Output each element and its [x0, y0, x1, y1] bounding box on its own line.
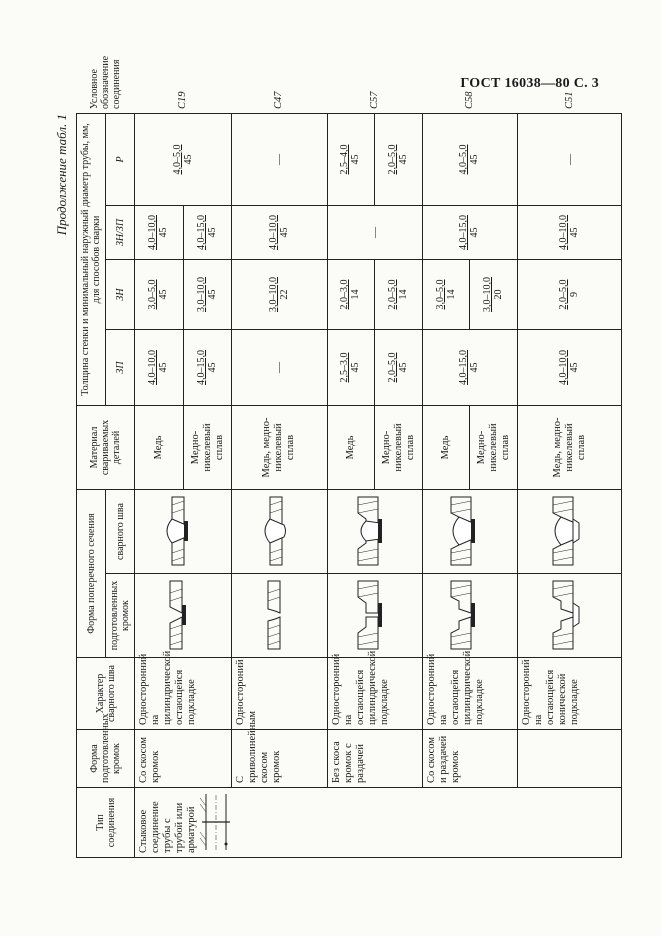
znzp-c19-2: 4,0–15,0 45 [183, 205, 232, 259]
material-c19-2: Медно-никелевый сплав [183, 405, 232, 489]
zp-c47: — [232, 329, 327, 405]
material-c19-1: Медь [135, 405, 184, 489]
joint-type-text: Стыковое соединение трубы с трубой или арматурой [138, 801, 197, 853]
material-c58-2: Медно-никелевый сплав [470, 405, 518, 489]
znzp-c19-1: 4,0–10,0 45 [135, 205, 184, 259]
p-c51: — [518, 113, 622, 205]
seam-sketch-c47 [232, 489, 327, 573]
p-c57-1: 2,5–4,0 45 [327, 113, 375, 205]
zp-c19-2: 4,0–15,0 45 [183, 329, 232, 405]
p-c47: — [232, 113, 327, 205]
zp-c51: 4,0–10,0 45 [518, 329, 622, 405]
znzp-c51: 4,0–10,0 45 [518, 205, 622, 259]
edge-c51 [518, 730, 622, 788]
weld-c51: Одностороний на остающейся конической подкладке [518, 658, 622, 730]
welding-table: Тип соединения Форма подготовленных кромок Характер сварного шва Форма поперечного сечения Материал свариваемых деталей Толщина стенки и минимальный наружный диаметр трубы, мм, для способов сварки Условное обозначение соединения подготовленных кромок сварного шва ЗП ЗН ЗН/ЗП Р Стыковое соединение трубы с трубой или арматурой Со скосом кромок Односторонний на цилиндрической остающейся подкладке Медь 4,0–10,0 45 3,0–5,0 45 4,0–10,0 45 4,0–5,0 45 С19 Медно-никелевый сплав 4,0–15,0 45 3,0–10,0 45 4,0–15,0 45 С криволинейным скосом кромок Одностороний Медь, медно-никелевый сплав — 3,0–10,0 22 4,0–10,0 45 — С47 Без скоса кромок с раздачей Односторонний на остающейся цилиндрической подкладке Медь 2,5–3,0 45 2,0–3,0 14 — 2,5–4,0 45 С57 Медно-никелевый сплав 2,0–5,0 45 2,0–5,0 14 2,0–5,0 45 Со скосом и раздачей кромок Односторонний на остающейся цилиндрической подкладке Медь 4,0–15,0 45 3,0–5,0 14 4,0–15,0 45 4,0–5,0 45 С58 Медно-никелевый сплав 3,0–10,0 20 Одностороний на остающейся конической подкладке Медь, медно-никелевый сплав 4,0–10,0 45 2,0–5,0 9 4,0–10,0 45 — С51 [76, 113, 622, 858]
edge-c57: Без скоса кромок с раздачей [327, 730, 422, 788]
col-zn: ЗН [106, 259, 135, 329]
zn-c19-1: 3,0–5,0 45 [135, 259, 184, 329]
weld-c19: Односторонний на цилиндрической остающейся подкладке [135, 658, 232, 730]
edge-c47: С криволинейным скосом кромок [232, 730, 327, 788]
edges-sketch-c57 [327, 574, 422, 658]
weld-c58: Односторонний на остающейся цилиндрической подкладке [422, 658, 517, 730]
col-material: Материал свариваемых деталей [77, 405, 135, 489]
weld-c47: Одностороний [232, 658, 327, 730]
col-joint-type: Тип соединения [77, 788, 135, 858]
col-weld-seam: сварного шва [106, 489, 135, 573]
seam-sketch-c58 [422, 489, 517, 573]
p-c19: 4,0–5,0 45 [135, 113, 232, 205]
zp-c58: 4,0–15,0 45 [422, 329, 517, 405]
pipe-joint-sketch [198, 793, 234, 853]
zn-c57-2: 2,0–5,0 14 [375, 259, 423, 329]
edge-c19: Со скосом кромок [135, 730, 232, 788]
edge-c58: Со скосом и раздачей кромок [422, 730, 517, 788]
seam-sketch-c51 [518, 489, 622, 573]
zn-c51: 2,0–5,0 9 [518, 259, 622, 329]
seam-sketch-c57 [327, 489, 422, 573]
edges-sketch-c58 [422, 574, 517, 658]
material-c51: Медь, медно-никелевый сплав [518, 405, 622, 489]
col-cross-section: Форма поперечного сечения [77, 489, 106, 657]
zp-c57-2: 2,0–5,0 45 [375, 329, 423, 405]
material-c47: Медь, медно-никелевый сплав [232, 405, 327, 489]
joint-type-cell [135, 788, 622, 858]
edges-sketch-c47 [232, 574, 327, 658]
znzp-c58: 4,0–15,0 45 [422, 205, 517, 259]
col-p: Р [106, 113, 135, 205]
p-c57-2: 2,0–5,0 45 [375, 113, 423, 205]
col-zn-zp: ЗН/ЗП [106, 205, 135, 259]
col-prepared-edges: подготовленных кромок [106, 574, 135, 658]
seam-sketch-c19 [135, 489, 232, 573]
zn-c57-1: 2,0–3,0 14 [327, 259, 375, 329]
material-c58-1: Медь [422, 405, 470, 489]
zn-c58-1: 3,0–5,0 14 [422, 259, 470, 329]
edges-sketch-c51 [518, 574, 622, 658]
zn-c47: 3,0–10,0 22 [232, 259, 327, 329]
col-edge-prep: Форма подготовленных кромок [77, 730, 135, 788]
znzp-c57: — [327, 205, 422, 259]
zn-c58-2: 3,0–10,0 20 [470, 259, 518, 329]
material-c57-2: Медно-никелевый сплав [375, 405, 423, 489]
page-header: ГОСТ 16038—80 С. 3 [460, 76, 599, 91]
p-c58: 4,0–5,0 45 [422, 113, 517, 205]
weld-c57: Односторонний на остающейся цилиндрической подкладке [327, 658, 422, 730]
col-zp: ЗП [106, 329, 135, 405]
zp-c19-1: 4,0–10,0 45 [135, 329, 184, 405]
zp-c57-1: 2,5–3,0 45 [327, 329, 375, 405]
material-c57-1: Медь [327, 405, 375, 489]
col-thickness: Толщина стенки и минимальный наружный диаметр трубы, мм, для способов сварки [77, 113, 106, 405]
col-weld-char: Характер сварного шва [77, 658, 135, 730]
zn-c19-2: 3,0–10,0 45 [183, 259, 232, 329]
edges-sketch-c19 [135, 574, 232, 658]
znzp-c47: 4,0–10,0 45 [232, 205, 327, 259]
table-caption: Продолжение табл. 1 [54, 114, 69, 236]
